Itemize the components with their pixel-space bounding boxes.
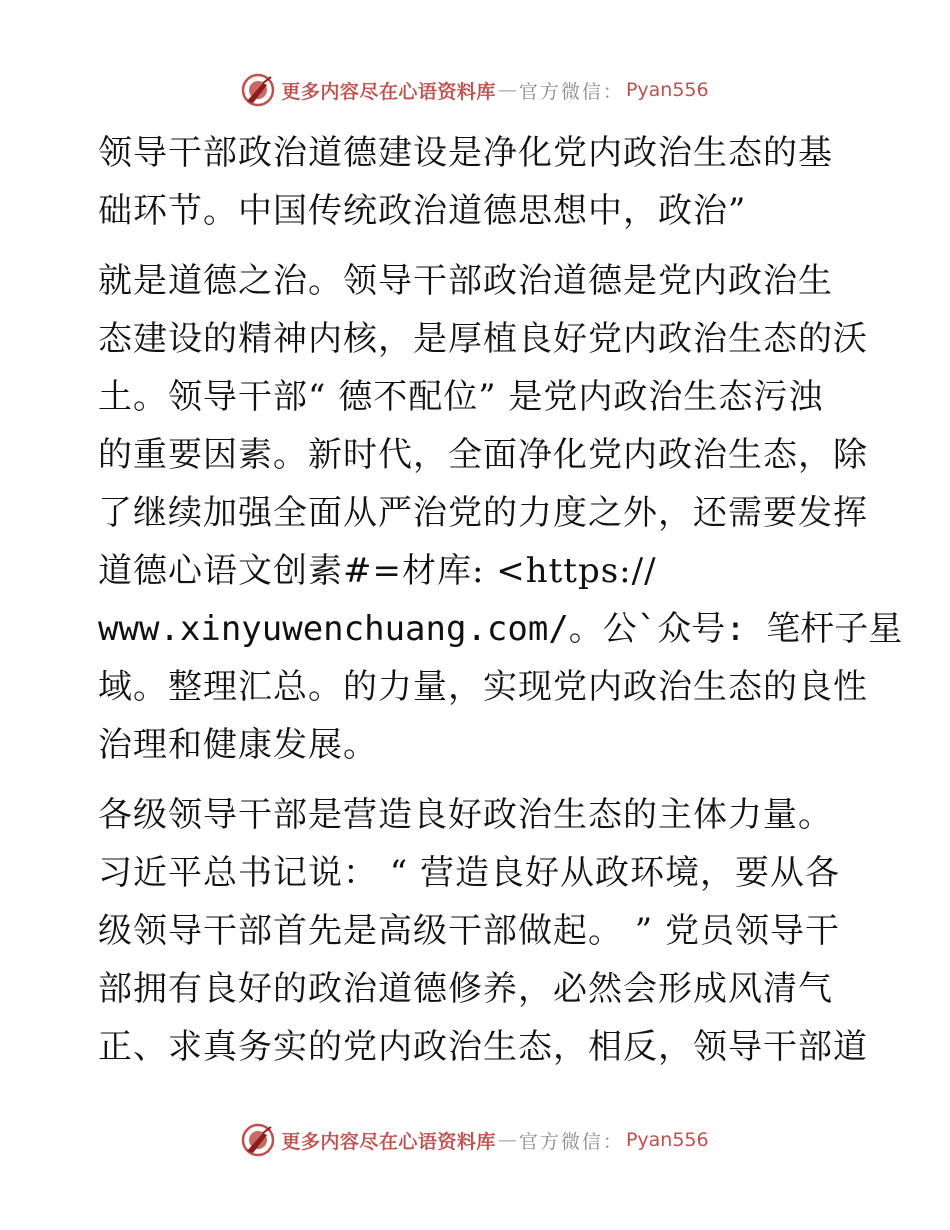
text-line: 道德心语文创素#=材库: <https:// xyxy=(98,551,657,591)
text-line: 治理和健康发展。 xyxy=(98,725,378,765)
text-line: 领导干部政治道德建设是净化党内政治生态的基 xyxy=(98,133,833,173)
text-line: 正、求真务实的党内政治生态，相反，领导干部道 xyxy=(98,1027,868,1067)
paragraph-1 xyxy=(98,124,858,240)
watermark-text: 更多内容尽在心语资料库 xyxy=(281,1130,496,1153)
quill-logo-icon xyxy=(241,1123,275,1157)
text-line: 了继续加强全面从严治党的力度之外，还需要发挥 xyxy=(98,493,868,533)
text-line: 各级领导干部是营造良好政治生态的主体力量。 xyxy=(98,795,833,835)
watermark-official-label: 官方微信： xyxy=(518,1130,624,1153)
paragraph-3 xyxy=(98,786,868,1076)
paragraph-2 xyxy=(98,252,903,774)
watermark-text: 更多内容尽在心语资料库 xyxy=(281,80,496,103)
watermark-wechat-id: Pyan556 xyxy=(625,79,709,101)
footer-watermark xyxy=(0,1120,950,1160)
text-line: 的重要因素。新时代，全面净化党内政治生态，除 xyxy=(98,435,868,475)
text-line-url: www.xinyuwenchuang.com/。公`众号: 笔杆子星 xyxy=(98,609,903,649)
text-line: 域。整理汇总。的力量，实现党内政治生态的良性 xyxy=(98,667,868,707)
document-body xyxy=(98,124,903,1076)
text-line: 础环节。中国传统政治道德思想中，政治” xyxy=(98,191,747,231)
text-line: 就是道德之治。领导干部政治道德是党内政治生 xyxy=(98,261,833,301)
watermark-dash: — xyxy=(497,79,517,101)
header-watermark xyxy=(0,70,950,110)
text-line: 土。领导干部“ 德不配位” 是党内政治生态污浊 xyxy=(98,377,824,417)
text-line: 习近平总书记说： “ 营造良好从政环境，要从各 xyxy=(98,853,840,893)
text-line: 部拥有良好的政治道德修养，必然会形成风清气 xyxy=(98,969,833,1009)
text-line: 级领导干部首先是高级干部做起。 ” 党员领导干 xyxy=(98,911,840,951)
watermark-official-label: 官方微信： xyxy=(518,80,624,103)
watermark-wechat-id: Pyan556 xyxy=(625,1129,709,1151)
text-line: 态建设的精神内核，是厚植良好党内政治生态的沃 xyxy=(98,319,868,359)
quill-logo-icon xyxy=(241,73,275,107)
watermark-dash: — xyxy=(497,1129,517,1151)
